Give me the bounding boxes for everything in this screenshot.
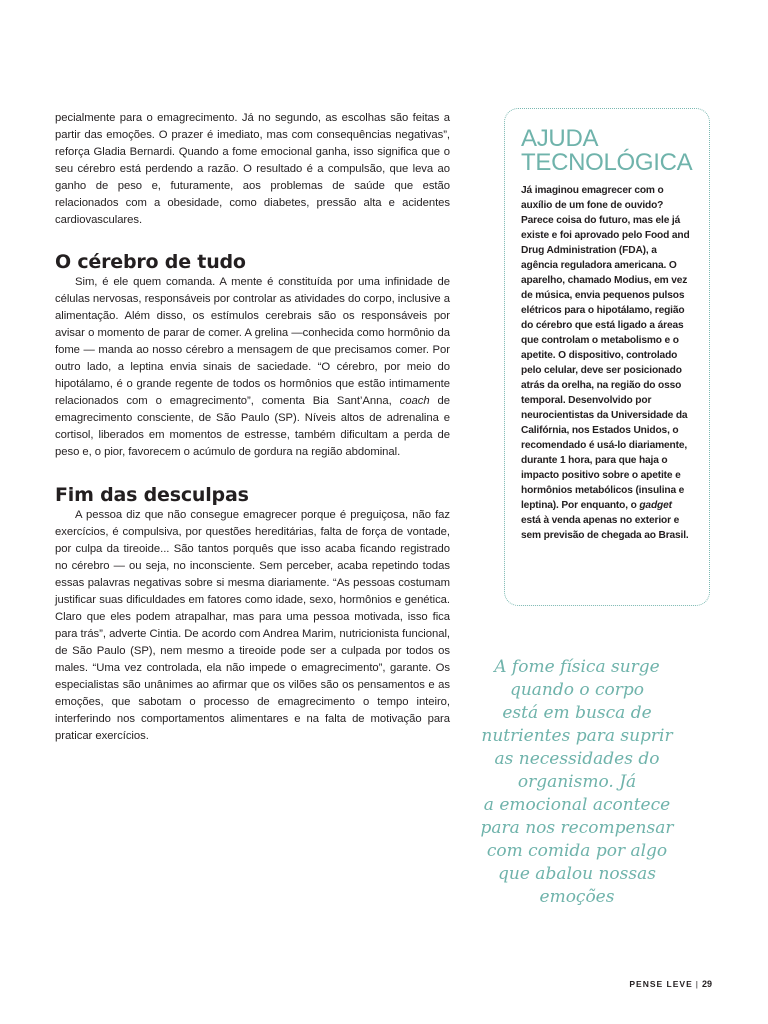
pull-quote-line: organismo. Já (517, 772, 637, 792)
section-paragraph-cerebro (55, 274, 450, 461)
italic-term: coach (399, 395, 430, 407)
section-paragraph-desculpas: A pessoa diz que não consegue emagrecer porque é preguiçosa, não faz exercícios, é compulsiva, por questões hereditárias, falta de força de vontade, por culpa da tireoide... São tantos porquês que isso acaba ficando registrado no cérebro — ou seja, no inconsciente. Sem perceber, acaba repetindo todas essas palavras negativas sobre si mesma diariamente. “As pessoas costumam justificar suas dificuldades em fatores como idade, sexo, hormônios e genética. Claro que eles podem atrapalhar, mas para uma pessoa motivada, isso fica para trás”, adverte Cintia. De acordo com Andrea Marim, nutricionista funcional, de São Paulo (SP), nem mesmo a tireoide pode ser a culpada por todos os males. “Uma vez controlada, ela não impede o emagrecimento”, garante. Os especialistas são unânimes ao afirmar que os vilões são os pensamentos e as emoções, que sabotam o processo de emagrecimento o tempo inteiro, interferindo nos comportamentos alimentares e na falta de motivação para praticar exercícios. (55, 509, 450, 742)
sidebar-title-line: AJUDA (521, 125, 599, 152)
pull-quote-line: que abalou nossas (498, 864, 656, 884)
sidebar-box (504, 108, 710, 606)
pull-quote-line: A fome física surge (494, 657, 660, 677)
page-footer (629, 978, 712, 990)
pull-quote-line: a emocional acontece (483, 795, 671, 815)
pull-quote (462, 656, 692, 909)
pull-quote-line: emoções (539, 887, 615, 907)
sidebar-text: está à venda apenas no exterior e sem previsão de chegada ao Brasil. (521, 515, 689, 541)
pull-quote-line: quando o corpo (509, 680, 645, 700)
section-heading-cerebro: O cérebro de tudo (55, 251, 246, 273)
magazine-name: PENSE LEVE (629, 979, 693, 989)
section-heading-desculpas: Fim das desculpas (55, 484, 249, 506)
page-number: 29 (701, 979, 712, 989)
pull-quote-line: nutrientes para suprir (481, 726, 673, 746)
paragraph-text: Sim, é ele quem comanda. A mente é constituída por uma infinidade de células nervosas, responsáveis por controlar as atividades do corpo, inclusive a alimentação. Além disso, os estímulos cerebrais são os responsáveis por avisar o momento de parar de comer. A grelina —conhecida como hormônio da fome — manda ao nosso cérebro a mensagem de que precisamos comer. Por outro lado, a leptina envia sinais de saciedade. “O cérebro, por meio do hipotálamo, é o grande regente de todos os hormônios que estão intimamente relacionados com o emagrecimento”, comenta Bia Sant’Anna, (55, 276, 450, 407)
sidebar-title-line: TECNOLÓGICA (521, 149, 693, 176)
italic-term: gadget (639, 500, 672, 511)
article-column (55, 110, 450, 745)
sidebar-text: Já imaginou emagrecer com o auxílio de um fone de ouvido? Parece coisa do futuro, mas ele já existe e foi aprovado pelo Food and Drug Administration (FDA), a agência reguladora americana. O aparelho, chamado Modius, em vez de música, envia pequenos pulsos elétricos para o hipotálamo, região do cérebro que está ligado a áreas que controlam o metabolismo e o apetite. O dispositivo, controlado pelo celular, deve ser posicionado atrás da orelha, na região do osso temporal. Desenvolvido por neurocientistas da Universidade da Califórnia, nos Estados Unidos, o recomendado é usá-lo diariamente, durante 1 hora, para que haja o impacto positivo sobre o apetite e hormônios metabólicos (insulina e leptina). Por enquanto, o (521, 185, 690, 511)
footer-separator: | (695, 979, 699, 989)
paragraph-text: de emagrecimento consciente, de São Paulo (SP). Níveis altos de adrenalina e cortisol, liberados em momentos de estresse, também dificultam a perda de peso e, o pior, favorecem o acúmulo de gordura na região abdominal. (55, 395, 451, 458)
pull-quote-line: com comida por algo (486, 841, 668, 861)
pull-quote-line: está em busca de (502, 703, 652, 723)
sidebar-body (521, 183, 693, 543)
pull-quote-line: para nos recompensar (480, 818, 674, 838)
pull-quote-line: as necessidades do (494, 749, 660, 769)
sidebar-title (521, 127, 693, 175)
intro-paragraph: pecialmente para o emagrecimento. Já no segundo, as escolhas são feitas a partir das emoções. O prazer é imediato, mas com consequências negativas”, reforça Gladia Bernardi. Quando a fome emocional ganha, isso significa que o seu cérebro está perdendo a razão. O resultado é a compulsão, que leva ao ganho de peso e, futuramente, aos problemas de saúde que estão relacionados com a obesidade, como diabetes, pressão alta e acidentes cardiovasculares. (55, 112, 450, 226)
